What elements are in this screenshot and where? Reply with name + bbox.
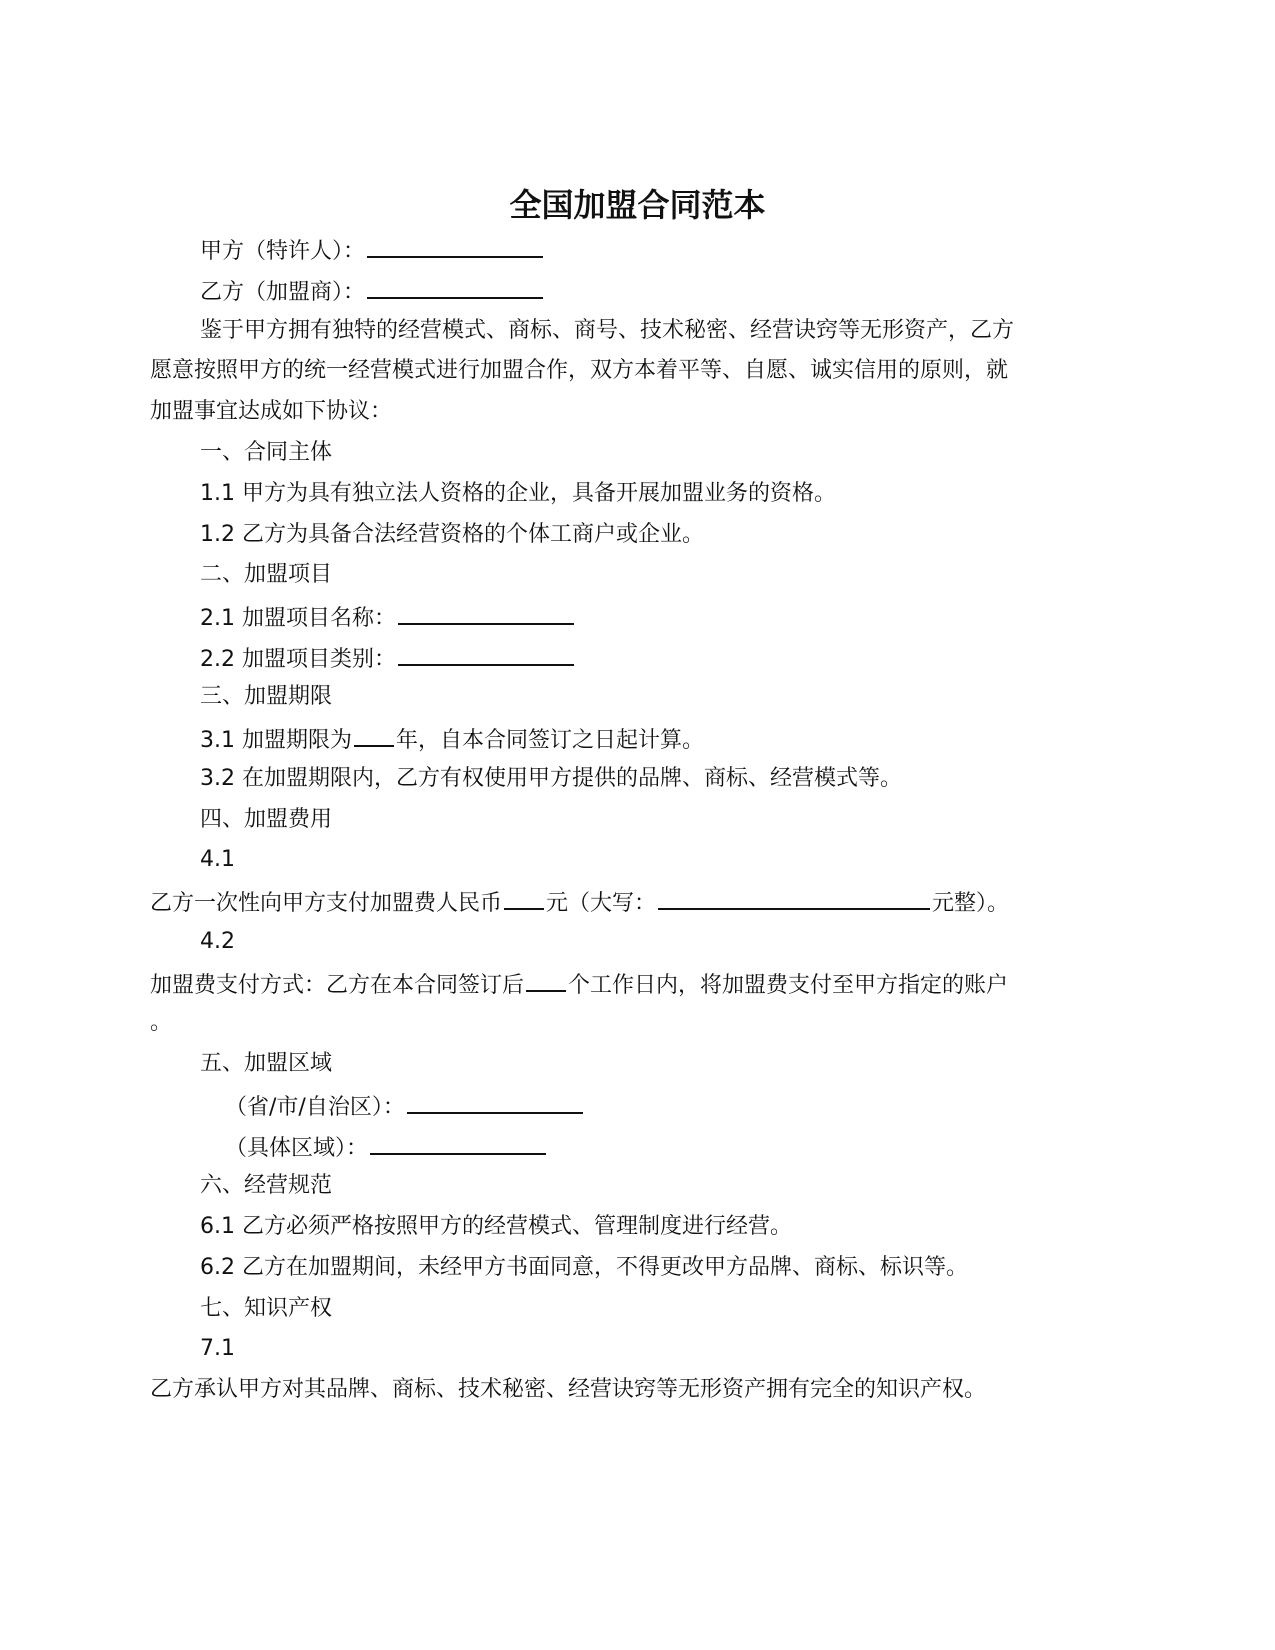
section-6-heading: 六、经营规范 <box>200 1173 333 1198</box>
section-7-heading: 七、知识产权 <box>200 1296 333 1321</box>
section-5-heading: 五、加盟区域 <box>200 1051 333 1076</box>
party-a-label: 甲方（特许人）： <box>200 239 366 264</box>
party-b-line <box>200 275 545 308</box>
clause-4-2-tail: 。 <box>150 1010 173 1035</box>
clause-4-1-number: 4.1 <box>200 847 235 872</box>
clause-4-2 <box>150 968 1008 1001</box>
region-specific-label: （具体区域）： <box>225 1136 369 1161</box>
project-name-blank[interactable] <box>398 601 574 625</box>
section-2-heading: 二、加盟项目 <box>200 562 333 587</box>
party-b-label: 乙方（加盟商）： <box>200 280 366 305</box>
fee-amount-blank[interactable] <box>504 886 544 910</box>
preamble-line-1: 鉴于甲方拥有独特的经营模式、商标、商号、技术秘密、经营诀窍等无形资产，乙方 <box>200 318 1015 343</box>
clause-7-1-number: 7.1 <box>200 1336 235 1361</box>
clause-4-1-text-mid: 元（大写： <box>546 891 657 916</box>
party-a-blank[interactable] <box>367 234 543 258</box>
clause-4-1-text-end: 元整）。 <box>932 891 1010 916</box>
clause-1-1: 1.1 甲方为具有独立法人资格的企业，具备开展加盟业务的资格。 <box>200 481 836 506</box>
clause-2-2 <box>200 642 576 675</box>
clause-6-2: 6.2 乙方在加盟期间，未经甲方书面同意，不得更改甲方品牌、商标、标识等。 <box>200 1255 968 1280</box>
clause-3-1-text: 3.1 加盟期限为 <box>200 728 352 753</box>
section-4-heading: 四、加盟费用 <box>200 807 333 832</box>
clause-4-1 <box>150 886 1009 919</box>
clause-3-1-text-end: 年，自本合同签订之日起计算。 <box>395 728 704 753</box>
clause-1-2: 1.2 乙方为具备合法经营资格的个体工商户或企业。 <box>200 522 704 547</box>
clause-6-1: 6.1 乙方必须严格按照甲方的经营模式、管理制度进行经营。 <box>200 1214 792 1239</box>
region-specific-line <box>225 1131 548 1164</box>
clause-4-2-text-end: 个工作日内，将加盟费支付至甲方指定的账户 <box>568 973 1009 998</box>
payment-days-blank[interactable] <box>526 968 566 992</box>
preamble-line-2: 愿意按照甲方的统一经营模式进行加盟合作，双方本着平等、自愿、诚实信用的原则，就 <box>150 358 1009 383</box>
party-a-line <box>200 234 545 267</box>
clause-2-1 <box>200 601 576 634</box>
party-b-blank[interactable] <box>367 275 543 299</box>
project-name-label: 2.1 加盟项目名称： <box>200 606 396 631</box>
clause-3-1 <box>200 723 704 756</box>
region-province-label: （省/市/自治区）： <box>225 1095 405 1120</box>
term-years-blank[interactable] <box>354 723 394 747</box>
fee-amount-words-blank[interactable] <box>658 886 930 910</box>
clause-4-2-text: 加盟费支付方式：乙方在本合同签订后 <box>150 973 525 998</box>
region-province-line <box>225 1090 585 1123</box>
clause-4-2-number: 4.2 <box>200 929 235 954</box>
clause-7-1: 乙方承认甲方对其品牌、商标、技术秘密、经营诀窍等无形资产拥有完全的知识产权。 <box>150 1377 987 1402</box>
region-province-blank[interactable] <box>407 1090 583 1114</box>
project-category-blank[interactable] <box>398 642 574 666</box>
section-3-heading: 三、加盟期限 <box>200 684 333 709</box>
document-title: 全国加盟合同范本 <box>509 186 766 224</box>
project-category-label: 2.2 加盟项目类别： <box>200 647 396 672</box>
clause-3-2: 3.2 在加盟期限内，乙方有权使用甲方提供的品牌、商标、经营模式等。 <box>200 766 902 791</box>
region-specific-blank[interactable] <box>370 1131 546 1155</box>
clause-4-1-text: 乙方一次性向甲方支付加盟费人民币 <box>150 891 503 916</box>
section-1-heading: 一、合同主体 <box>200 440 333 465</box>
preamble-line-3: 加盟事宜达成如下协议： <box>150 399 393 424</box>
